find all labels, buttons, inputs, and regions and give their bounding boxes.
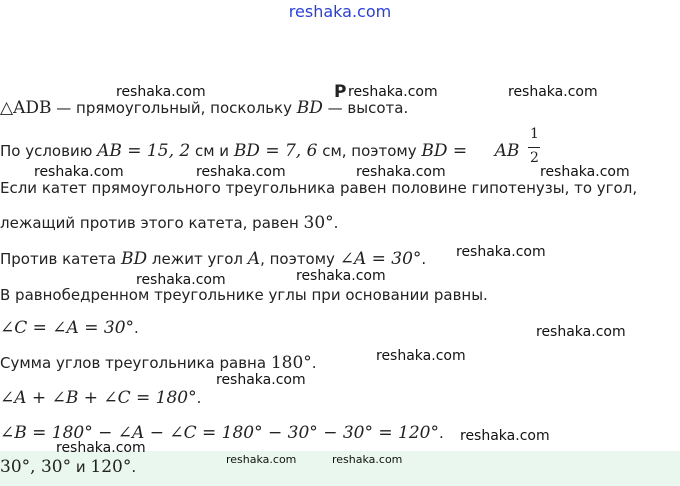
watermark: reshaka.com	[456, 244, 546, 260]
watermark: reshaka.com	[460, 428, 550, 444]
watermark: reshaka.com	[196, 164, 286, 180]
watermark: reshaka.com	[348, 84, 438, 100]
watermark: reshaka.com	[56, 440, 146, 456]
watermark: reshaka.com	[34, 164, 124, 180]
watermark: reshaka.com	[540, 164, 630, 180]
watermark: reshaka.com	[116, 84, 206, 100]
line-angle-a: Против катета BD лежит угол A, поэтому ∠A = 30°.	[0, 249, 427, 269]
line-given-values: По условию AB = 15, 2 см и BD = 7, 6 см, поэтому BD = AB	[0, 141, 520, 161]
line-angle-sum: Сумма углов треугольника равна 180°.	[0, 353, 317, 373]
watermark: reshaka.com	[296, 268, 386, 284]
triangle-symbol: △ADB	[0, 98, 52, 118]
line-angle-b: ∠B = 180° − ∠A − ∠C = 180° − 30° − 30° = 120°.	[0, 423, 444, 443]
fraction-denominator: 2	[530, 150, 539, 166]
line-angle-c: ∠C = ∠A = 30°.	[0, 318, 139, 338]
line-sum-equation: ∠A + ∠B + ∠C = 180°.	[0, 388, 202, 408]
watermark: reshaka.com	[332, 453, 403, 466]
watermark: reshaka.com	[226, 453, 297, 466]
line-theorem-cont: лежащий против этого катета, равен 30°.	[0, 213, 339, 233]
line-theorem: Если катет прямоугольного треугольника равен половине гипотенузы, то угол,	[0, 179, 638, 197]
line-isosceles: В равнобедренном треугольнике углы при основании равны.	[0, 286, 488, 304]
fraction-bar	[528, 147, 540, 148]
site-header-link[interactable]: reshaka.com	[288, 2, 392, 21]
watermark: reshaka.com	[508, 84, 598, 100]
watermark: reshaka.com	[376, 348, 466, 364]
stray-glyph: P	[334, 82, 347, 102]
watermark: reshaka.com	[536, 324, 626, 340]
fraction-numerator: 1	[530, 126, 539, 142]
watermark: reshaka.com	[136, 272, 226, 288]
watermark: reshaka.com	[216, 372, 306, 388]
answer-text: 30°, 30° и 120°.	[0, 457, 137, 477]
line-right-triangle: △ADB — прямоугольный, поскольку BD — высота.	[0, 98, 409, 118]
watermark: reshaka.com	[356, 164, 446, 180]
